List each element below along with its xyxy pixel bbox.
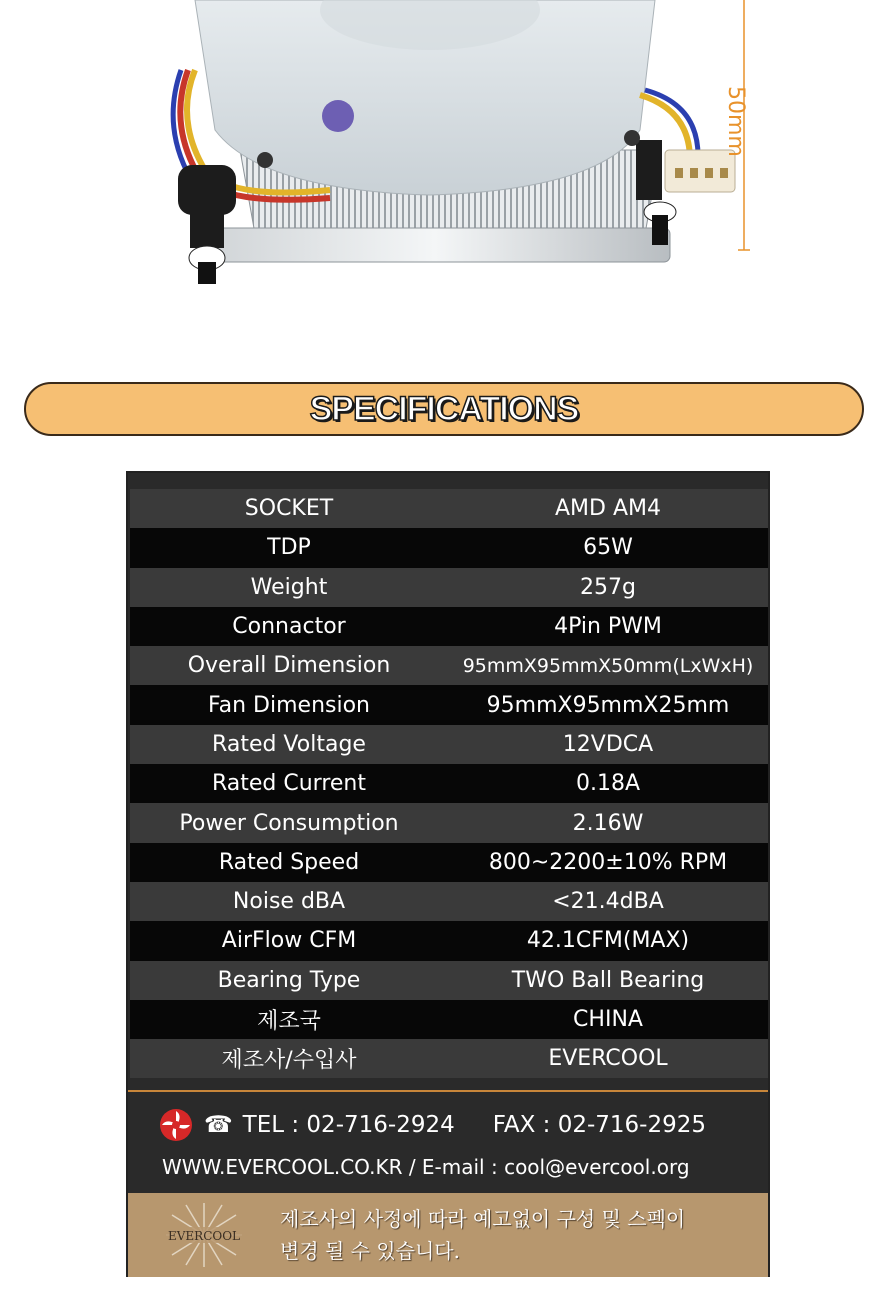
spec-value: EVERCOOL [548,1046,668,1072]
spec-row [130,803,768,842]
spec-key: Fan Dimension [208,692,370,718]
spec-value: AMD AM4 [555,496,661,522]
divider [128,1090,768,1092]
notice-banner [128,1193,768,1277]
spec-value: 0.18A [575,771,641,797]
spec-row [130,843,768,882]
fan-logo-icon [158,1107,194,1143]
fax-number: FAX : 02-716-2925 [492,1112,707,1138]
spec-value: TWO Ball Bearing [511,967,705,993]
evercool-logo-text: EVERCOOL [167,1229,241,1243]
spec-key: SOCKET [244,496,334,522]
spec-key: Overall Dimension [187,653,391,679]
spec-value: 257g [580,574,636,600]
spec-value: 800~2200±10% RPM [488,849,728,875]
spec-value: 42.1CFM(MAX) [526,928,690,954]
spec-key: Rated Current [211,771,367,797]
tel-number: TEL : 02-716-2924 [242,1112,455,1138]
spec-key: Weight [250,574,328,600]
spec-value: <21.4dBA [552,889,664,915]
spec-key: Rated Speed [218,849,360,875]
spec-value: 95mmX95mmX25mm [486,692,730,718]
specifications-title: SPECIFICATIONS [309,389,579,428]
tel-fax-line [158,1107,706,1143]
spec-key: AirFlow CFM [221,928,357,954]
spec-value: 65W [583,535,633,561]
spec-row [130,528,768,567]
spec-row [130,568,768,607]
spec-row [130,646,768,685]
spec-value: 4Pin PWM [554,614,662,640]
notice-line-2: 변경 될 수 있습니다. [280,1239,460,1263]
spec-row [130,489,768,528]
spec-value: 12VDCA [562,731,654,757]
contact-block [128,1093,768,1193]
spec-key: 제조국 [257,1009,321,1034]
spec-table [130,489,768,1078]
specifications-panel [126,471,770,1277]
height-dimension-label: 50mm [723,86,748,157]
spec-key: Noise dBA [232,889,346,915]
notice-text [280,1203,750,1267]
spec-row [130,882,768,921]
spec-row [130,961,768,1000]
specifications-header [24,382,864,436]
spec-value: 95mmX95mmX50mm(LxWxH) [462,654,754,677]
product-photo [0,0,890,360]
evercool-logo [162,1201,246,1269]
spec-key: Bearing Type [217,967,361,993]
spec-row [130,685,768,724]
spec-row [130,921,768,960]
spec-value: CHINA [573,1007,643,1032]
spec-row [130,1000,768,1039]
web-email-line: WWW.EVERCOOL.CO.KR / E-mail : cool@evercool.org [162,1155,690,1179]
spec-key: 제조사/수입사 [221,1048,357,1074]
spec-key: TDP [267,535,311,561]
spec-value: 2.16W [572,810,644,836]
notice-line-1: 제조사의 사정에 따라 예고없이 구성 및 스펙이 [280,1207,686,1231]
spec-row [130,764,768,803]
spec-key: Connactor [232,614,346,640]
spec-key: Rated Voltage [212,731,366,757]
cpu-cooler-illustration [0,0,890,360]
spec-row [130,607,768,646]
spec-key: Power Consumption [179,810,399,836]
spec-row [130,1039,768,1078]
phone-icon: ☎ [204,1112,233,1138]
spec-row [130,725,768,764]
